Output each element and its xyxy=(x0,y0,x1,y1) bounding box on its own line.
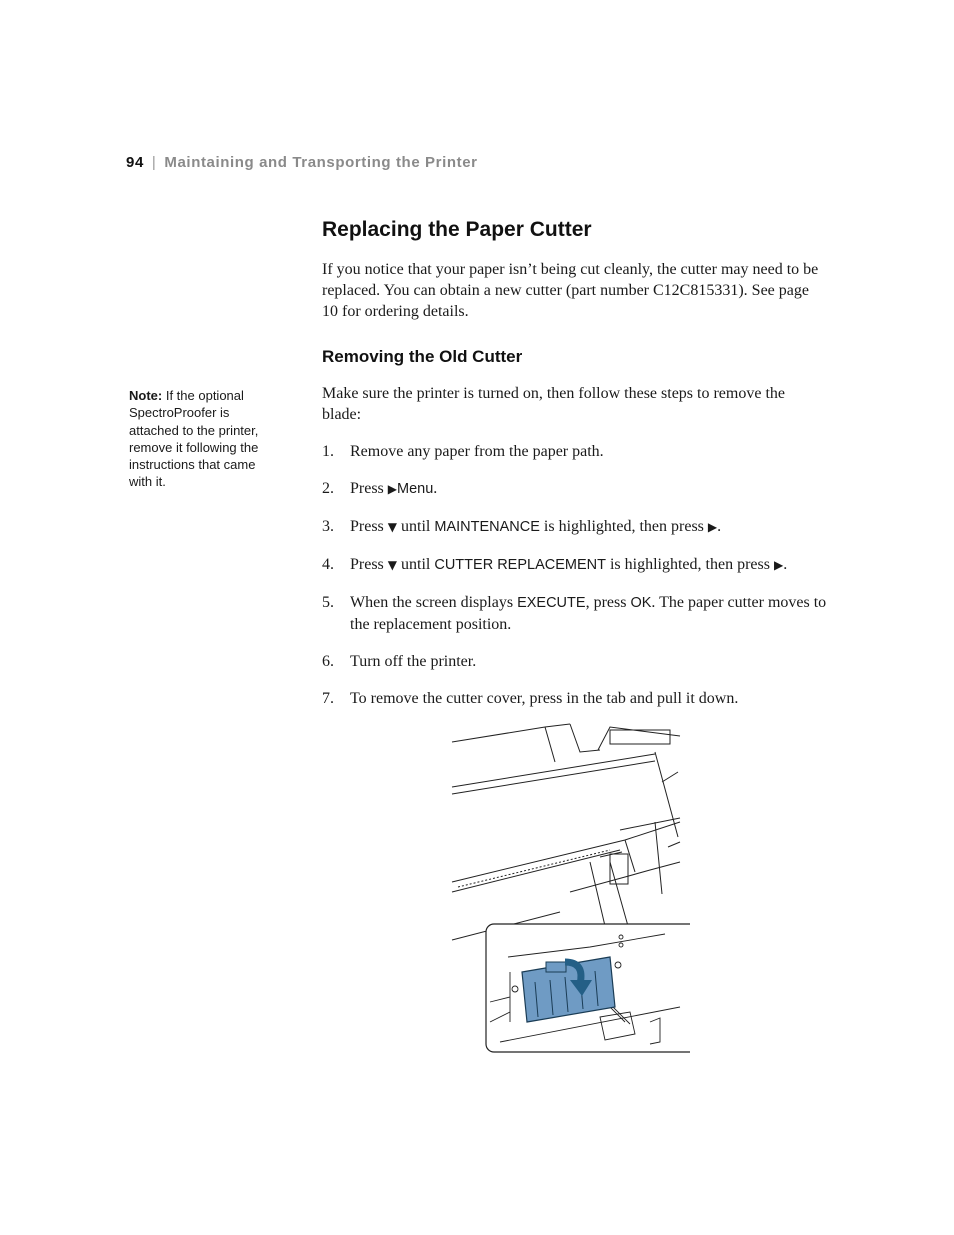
execute-label: EXECUTE xyxy=(517,595,586,611)
step-7 xyxy=(322,688,832,709)
cutter-removal-drawing xyxy=(450,722,690,1056)
step-text: Press xyxy=(350,518,384,535)
intro-paragraph: If you notice that your paper isn’t being cut cleanly, the cutter may need to be replaced. You can obtain a new cutter (part number C12C815331). See page 10 for ordering details. xyxy=(322,261,819,320)
step-text: . The paper cutter moves to the replacement position. xyxy=(350,594,827,633)
step-text: Remove any paper from the paper path. xyxy=(350,443,604,460)
side-note xyxy=(129,387,279,491)
running-header xyxy=(126,154,478,171)
step-number: 6. xyxy=(322,653,334,670)
step-text: , press xyxy=(585,594,627,611)
step-3: 3. Press ▼ until MAINTENANCE is highlighted, then press ▶. xyxy=(322,518,722,535)
lead-in-paragraph: Make sure the printer is turned on, then follow these steps to remove the blade: xyxy=(322,385,785,423)
step-text: Press xyxy=(350,556,384,573)
cutter-replacement-label: CUTTER REPLACEMENT xyxy=(434,557,606,573)
step-2 xyxy=(322,478,832,500)
step-4: 4. Press ▼ until CUTTER REPLACEMENT is highlighted, then press ▶. xyxy=(322,556,788,573)
step-text: Turn off the printer. xyxy=(350,653,477,670)
triangle-right-icon: ▶ xyxy=(387,482,398,496)
step-list xyxy=(322,441,832,725)
chapter-title: Maintaining and Transporting the Printer xyxy=(164,154,478,171)
step-number: 7. xyxy=(322,690,334,707)
step-1 xyxy=(322,441,832,462)
step-number: 4. xyxy=(322,556,334,573)
step-5 xyxy=(322,592,832,635)
maintenance-label: MAINTENANCE xyxy=(434,519,540,535)
triangle-right-icon: ▶ xyxy=(707,520,718,534)
step-text: until xyxy=(401,556,431,573)
page-number: 94 xyxy=(126,154,144,171)
step-number: 1. xyxy=(322,443,334,460)
step-number: 5. xyxy=(322,594,334,611)
step-text: until xyxy=(401,518,431,535)
section-title: Replacing the Paper Cutter xyxy=(322,218,592,241)
triangle-down-icon: ▼ xyxy=(387,558,398,572)
step-text: Press xyxy=(350,480,384,497)
subsection-title: Removing the Old Cutter xyxy=(322,347,523,366)
step-text: is highlighted, then press xyxy=(609,556,770,573)
menu-label: Menu xyxy=(397,481,434,497)
step-6 xyxy=(322,651,832,672)
triangle-down-icon: ▼ xyxy=(387,520,398,534)
step-number: 3. xyxy=(322,518,334,535)
step-number: 2. xyxy=(322,480,334,497)
step-text: When the screen displays xyxy=(350,594,514,611)
note-label: Note: xyxy=(129,388,163,403)
triangle-right-icon: ▶ xyxy=(773,558,784,572)
step-text: . xyxy=(433,480,438,497)
ok-label: OK xyxy=(630,595,652,611)
printer-cutter-illustration xyxy=(450,722,690,1056)
step-text: To remove the cutter cover, press in the tab and pull it down. xyxy=(350,690,739,707)
step-text: is highlighted, then press xyxy=(543,518,704,535)
header-separator: | xyxy=(151,154,157,171)
note-text: If the optional SpectroProofer is attached to the printer, remove it following the instructions that came with it. xyxy=(129,388,259,490)
